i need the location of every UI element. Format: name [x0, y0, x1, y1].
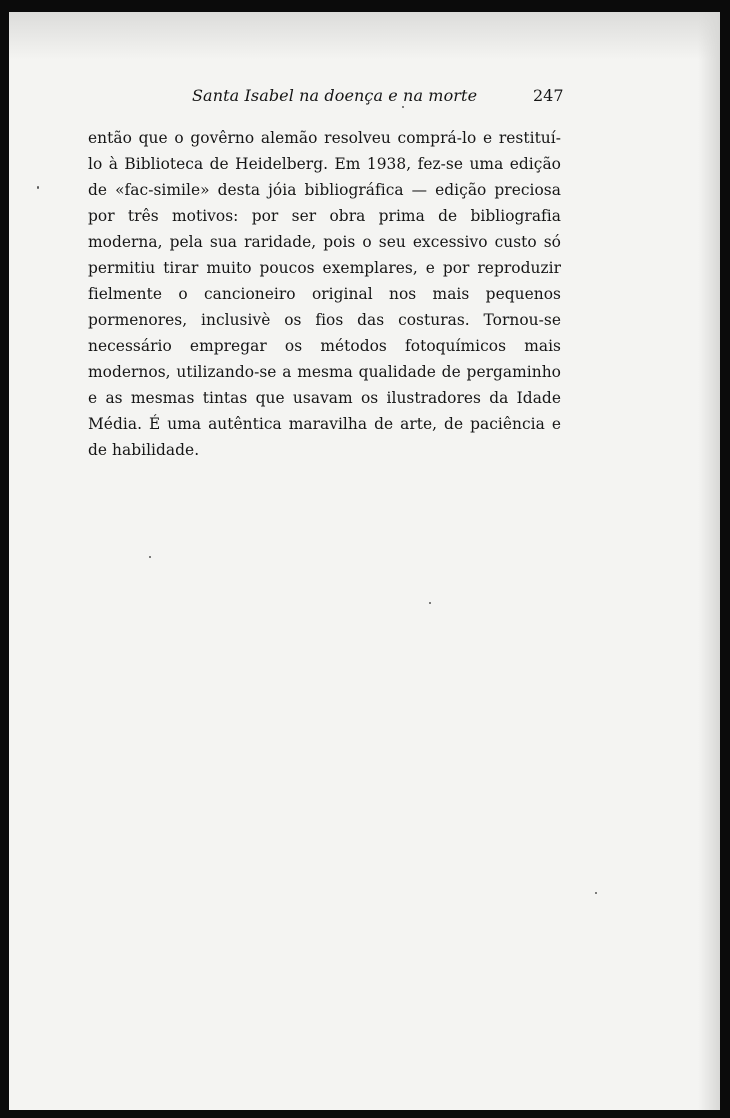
dust-speck	[429, 602, 431, 604]
page-number: 247	[533, 86, 564, 105]
dust-speck	[149, 556, 151, 558]
running-header	[9, 86, 720, 110]
page-shadow-top	[9, 12, 720, 60]
dust-speck	[595, 892, 597, 894]
dust-speck	[402, 106, 404, 108]
body-paragraph: então que o govêrno alemão resolveu comprá-lo e restituí-lo à Biblioteca de Heidelberg. Em 1938, fez-se uma edição de «fac-simile» desta jóia bibliográfica — edição preciosa por três motivos: por ser obra prima de bibliografia moderna, pela sua raridade, pois o seu excessivo custo só permitiu tirar muito poucos exemplares, e por reproduzir fielmente o cancioneiro original nos mais pequenos pormenores, inclusivè os fios das costuras. Tornou-se necessário empregar os métodos fotoquímicos mais modernos, utilizando-se a mesma qualidade de pergaminho e as mesmas tintas que usavam os ilustradores da Idade Média. É uma autêntica maravilha de arte, de paciência e de habilidade.	[88, 129, 561, 459]
running-title: Santa Isabel na doença e na morte	[192, 86, 478, 105]
dust-speck	[37, 186, 39, 189]
book-page	[9, 12, 720, 1110]
page-shadow-right	[698, 12, 720, 1110]
